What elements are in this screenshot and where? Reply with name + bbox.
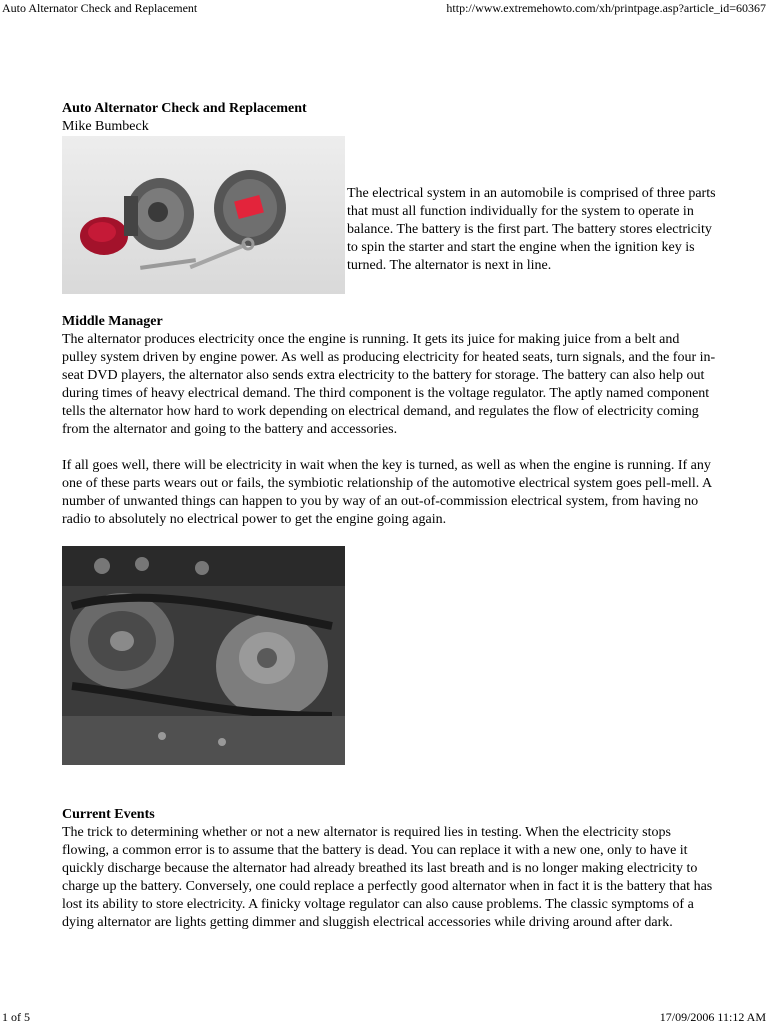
section-heading: Current Events — [62, 807, 155, 822]
print-header-url: http://www.extremehowto.com/xh/printpage.asp?article_id=60367 — [446, 1, 766, 15]
print-header-title: Auto Alternator Check and Replacement — [2, 1, 198, 15]
section-heading: Middle Manager — [62, 314, 163, 329]
page-number: 1 of 5 — [2, 1010, 30, 1024]
engine-bay-photo — [62, 546, 345, 765]
section-middle-manager — [62, 313, 716, 529]
intro-block — [62, 136, 716, 294]
article-author: Mike Bumbeck — [62, 119, 149, 134]
alternators-photo — [62, 136, 345, 294]
article-title: Auto Alternator Check and Replacement — [62, 101, 307, 116]
article — [62, 100, 716, 932]
section-current-events — [62, 806, 716, 932]
section-paragraph: The trick to determining whether or not a new alternator is required lies in testing. When the electricity stops flowing, a common error is to assume that the battery is dead. You can replace it with a new one, only to have it quickly discharge because the alternator had already breathed its last breath and is no longer making electricity to charge up the battery. Conversely, one could replace a perfectly good alternator when in fact it is the battery that has lost its ability to store electricity. A finicky voltage regulator can also cause problems. The classic symptoms of a dying alternator are lights getting dimmer and sluggish electrical accessories while driving around after dark. — [62, 825, 713, 930]
intro-paragraph: The electrical system in an automobile is comprised of three parts that must all function individually for the system to operate in balance. The battery is the first part. The battery stores electricity to spin the starter and start the engine when the ignition key is turned. The alternator is next in line. — [347, 186, 716, 273]
section-paragraph: If all goes well, there will be electricity in wait when the key is turned, as well as when the engine is running. If any one of these parts wears out or fails, the symbiotic relationship of the automotive electrical system goes pell-mell. A number of unwanted things can happen to you by way of an out-of-commission electrical system, from having no radio to absolutely no electrical power to get the engine going again. — [62, 458, 712, 527]
section-paragraph: The alternator produces electricity once the engine is running. It gets its juice for making juice from a belt and pulley system driven by engine power. As well as producing electricity for heated seats, turn signals, and the four in-seat DVD players, the alternator also sends extra electricity to the battery for storage. The battery can also help out during times of heavy electrical demand. The third component is the voltage regulator. The aptly named component tells the alternator how hard to work depending on electrical demand, and regulates the flow of electricity coming from the alternator and going to the battery and accessories. — [62, 332, 716, 437]
print-datetime: 17/09/2006 11:12 AM — [659, 1010, 766, 1024]
engine-bay-photo-block — [62, 546, 716, 766]
